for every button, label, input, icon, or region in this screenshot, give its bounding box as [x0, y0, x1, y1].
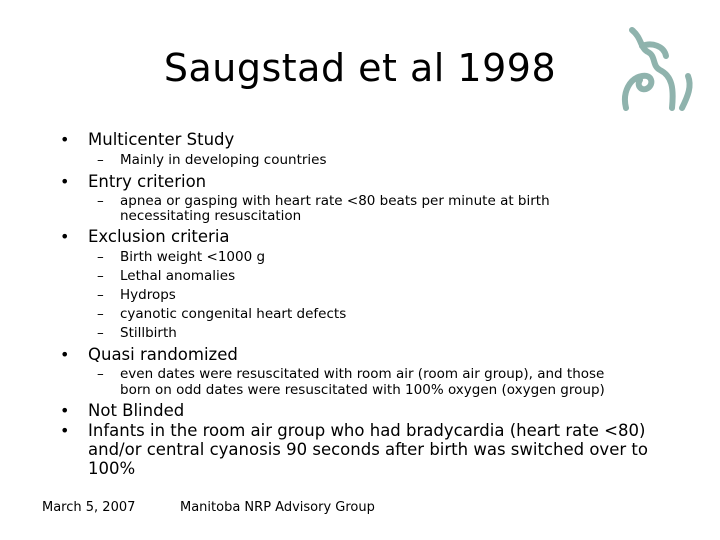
slide-title: Saugstad et al 1998	[163, 46, 557, 90]
bullet-dot: •	[60, 227, 70, 246]
bullet-dot: •	[60, 421, 70, 440]
bullet-dot: •	[60, 345, 70, 364]
sub-item-text: Hydrops	[120, 287, 176, 303]
sub-item-text: Lethal anomalies	[120, 268, 236, 284]
bullet-text-room-air-line2: and/or central cyanosis 90 seconds after birth was switched over to	[88, 440, 648, 459]
sub-item-text: Stillbirth	[120, 325, 177, 341]
bullet-text-room-air-line1: Infants in the room air group who had bradycardia (heart rate <80)	[88, 421, 646, 440]
dash-glyph: –	[97, 325, 104, 341]
bullet-dot: •	[60, 401, 70, 420]
bullet-dot: •	[60, 172, 70, 191]
dash-glyph: –	[97, 152, 104, 168]
dash-glyph: –	[97, 268, 104, 284]
mother-child-logo-icon	[612, 22, 698, 114]
bullet-text-room-air-line3: 100%	[88, 459, 136, 478]
bullet-text-multicenter: Multicenter Study	[88, 130, 235, 149]
sub-item-text: cyanotic congenital heart defects	[120, 306, 347, 322]
bullet-text-entry: Entry criterion	[88, 172, 207, 191]
dash-glyph: –	[97, 366, 104, 382]
sub-item-text: apnea or gasping with heart rate <80 beats per minute at birth	[120, 193, 550, 209]
dash-glyph: –	[97, 193, 104, 209]
sub-item-text: necessitating resuscitation	[120, 208, 302, 224]
sub-item-text: even dates were resuscitated with room air (room air group), and those	[120, 366, 605, 382]
dash-glyph: –	[97, 249, 104, 265]
dash-glyph: –	[97, 287, 104, 303]
bullet-text-not-blinded: Not Blinded	[88, 401, 185, 420]
sub-item-text: born on odd dates were resuscitated with 100% oxygen (oxygen group)	[120, 382, 605, 398]
bullet-dot: •	[60, 130, 70, 149]
footer-date: March 5, 2007	[42, 500, 136, 515]
sub-item-text: Mainly in developing countries	[120, 152, 327, 168]
dash-glyph: –	[97, 306, 104, 322]
footer-organization: Manitoba NRP Advisory Group	[180, 500, 375, 515]
sub-item-text: Birth weight <1000 g	[120, 249, 266, 265]
bullet-text-quasi: Quasi randomized	[88, 345, 238, 364]
bullet-text-exclusion: Exclusion criteria	[88, 227, 230, 246]
